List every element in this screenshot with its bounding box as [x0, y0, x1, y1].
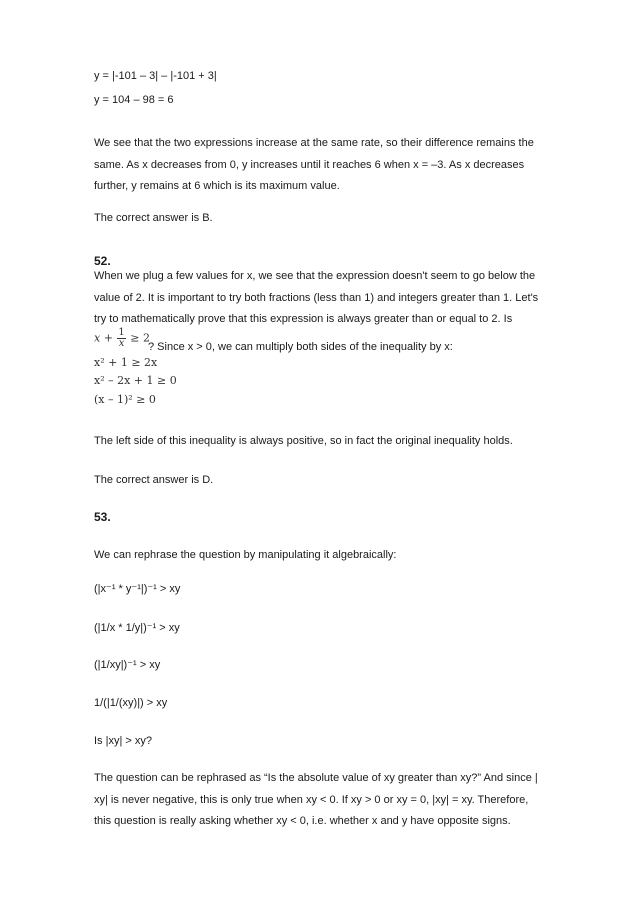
- fraction-denominator: x: [118, 338, 125, 349]
- paragraph-line: same. As x decreases from 0, y increases until it reaches 6 when x = –3. As x decreases: [94, 159, 525, 171]
- rephrase-step-5: Is |xy| > xy?: [94, 735, 152, 747]
- eq1-right: ≥ 2: [130, 331, 151, 345]
- equation-y-result: y = 104 – 98 = 6: [94, 94, 174, 106]
- equation-y-abs: y = |-101 – 3| – |-101 + 3|: [94, 70, 217, 82]
- rephrase-step-1: (|x⁻¹ * y⁻¹|)⁻¹ > xy: [94, 583, 181, 595]
- paragraph-line: further, y remains at 6 which is its maximum value.: [94, 180, 340, 192]
- paragraph-line: We see that the two expressions increase at the same rate, so their difference remains the: [94, 137, 534, 149]
- paragraph-line: this question is really asking whether xy < 0, i.e. whether x and y have opposite signs.: [94, 815, 511, 827]
- rephrase-step-2: (|1/x * 1/y|)⁻¹ > xy: [94, 622, 180, 634]
- paragraph-line: The left side of this inequality is always positive, so in fact the original inequality holds.: [94, 435, 513, 447]
- paragraph-line: value of 2. It is important to try both fractions (less than 1) and integers greater than 1. Let's: [94, 292, 539, 304]
- rephrase-step-3: (|1/xy|)⁻¹ > xy: [94, 659, 161, 671]
- eq1-left: x +: [94, 331, 113, 345]
- inequality-step-3: (x – 1)² ≥ 0: [94, 393, 156, 406]
- paragraph-line: try to mathematically prove that this expression is always greater than or equal to 2. Is: [94, 313, 513, 325]
- inequality-step-2: x² – 2x + 1 ≥ 0: [94, 374, 177, 387]
- since-text: ? Since x > 0, we can multiply both sides of the inequality by x:: [148, 341, 453, 353]
- answer-text: The correct answer is D.: [94, 474, 214, 486]
- inequality-expression: [94, 328, 150, 349]
- paragraph-line: We can rephrase the question by manipulating it algebraically:: [94, 549, 397, 561]
- rephrase-step-4: 1/(|1/(xy)|) > xy: [94, 697, 168, 709]
- paragraph-line: xy| is never negative, this is only true when xy < 0. If xy > 0 or xy = 0, |xy| = xy. Therefore,: [94, 794, 529, 806]
- fraction: [117, 328, 125, 349]
- paragraph-line: When we plug a few values for x, we see that the expression doesn't seem to go below the: [94, 270, 536, 282]
- paragraph-line: The question can be rephrased as “Is the absolute value of xy greater than xy?” And since |: [94, 772, 538, 784]
- fraction-numerator: 1: [118, 327, 125, 338]
- answer-text: The correct answer is B.: [94, 212, 213, 224]
- question-52-heading: 52.: [94, 254, 111, 268]
- inequality-step-1: x² + 1 ≥ 2x: [94, 356, 158, 369]
- question-53-heading: 53.: [94, 510, 111, 524]
